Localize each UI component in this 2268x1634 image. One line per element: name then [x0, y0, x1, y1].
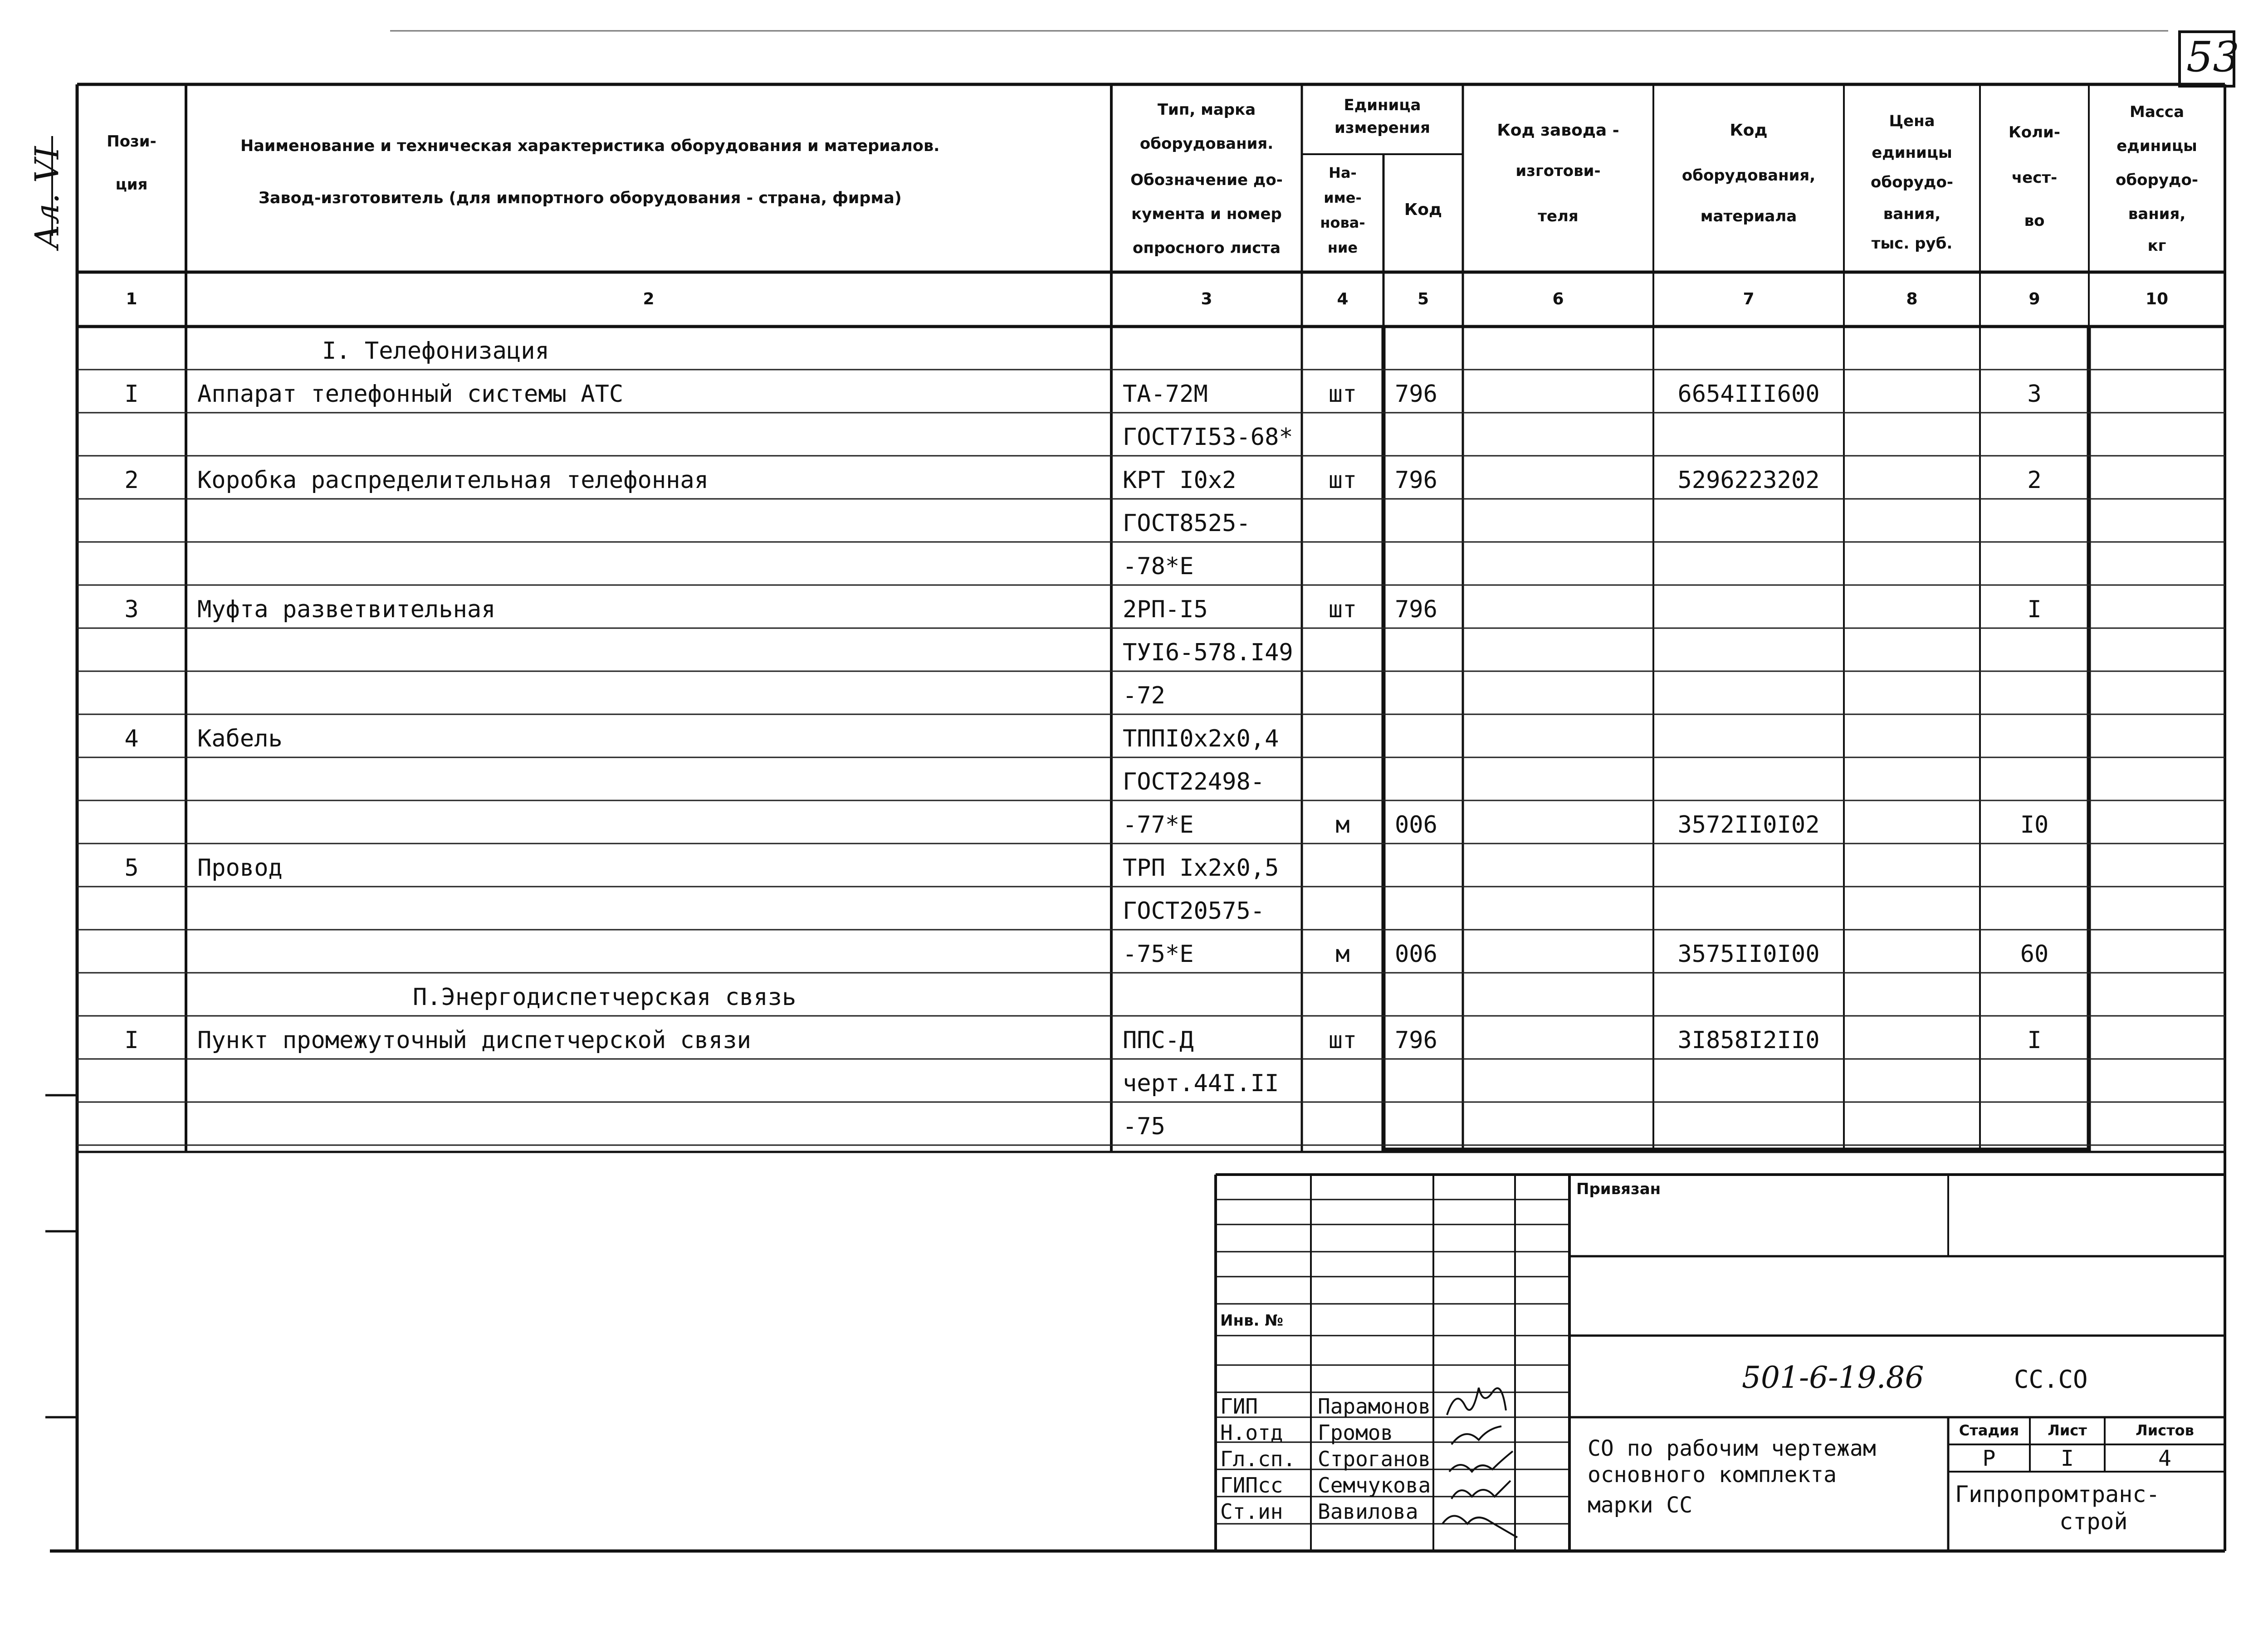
header-col3-line2: оборудования. — [1139, 135, 1274, 153]
signature-role: Н.отд — [1220, 1420, 1283, 1445]
cell-code: 796 — [1395, 467, 1437, 494]
header-col4-line4: ние — [1327, 239, 1358, 256]
header-col6-line2: изготови- — [1515, 162, 1601, 180]
cell-name: I. Телефонизация — [322, 337, 549, 365]
cell-type: ГОСТ8525- — [1123, 510, 1251, 537]
cell-mat: 3572II0I02 — [1677, 811, 1820, 839]
header-col9-line2: чест- — [2011, 169, 2058, 187]
cell-type: ТА-72М — [1123, 380, 1208, 408]
stage-value: Р — [1982, 1446, 1996, 1471]
cell-qty: I0 — [2020, 811, 2049, 839]
cell-type: 2РП-I5 — [1123, 596, 1208, 623]
cell-name: П.Энергодиспетчерская связь — [413, 984, 797, 1011]
header-col10-line4: вания, — [2128, 205, 2186, 223]
cell-qty: 60 — [2020, 941, 2049, 968]
cell-mat: 6654III600 — [1677, 380, 1820, 408]
document-code: 501-6-19.86 — [1742, 1360, 1924, 1395]
column-number: 9 — [2028, 290, 2040, 308]
cell-pos: 2 — [124, 467, 139, 494]
signature-role: Гл.сп. — [1220, 1447, 1296, 1471]
cell-type: ТРП Iх2х0,5 — [1123, 854, 1279, 882]
organization-line2: строй — [2059, 1508, 2128, 1535]
cell-mat: 3I858I2II0 — [1677, 1027, 1820, 1054]
signature-name: Вавилова — [1318, 1499, 1418, 1524]
header-col1-line1: Пози- — [107, 132, 156, 151]
column-number: 10 — [2145, 290, 2169, 308]
cell-code: 796 — [1395, 1027, 1437, 1054]
header-col3-line1: Тип, марка — [1157, 101, 1256, 119]
signature-name: Строганов — [1318, 1447, 1431, 1471]
cell-type: ГОСТ22498- — [1123, 768, 1265, 795]
header-col6-line3: теля — [1538, 207, 1579, 225]
column-number: 8 — [1906, 290, 1918, 308]
cell-qty: 2 — [2027, 467, 2042, 494]
description-line1: СО по рабочим чертежам — [1588, 1436, 1876, 1461]
cell-unit: шт — [1328, 596, 1357, 623]
header-col9-line1: Коли- — [2009, 123, 2060, 141]
cell-type: КРТ I0х2 — [1123, 467, 1237, 494]
cell-name: Муфта разветвительная — [197, 596, 496, 623]
header-col8-line1: Цена — [1889, 112, 1935, 130]
column-number: 6 — [1552, 290, 1564, 308]
cell-type: ППС-Д — [1123, 1027, 1194, 1054]
signature-role: ГИП — [1220, 1394, 1258, 1419]
cell-name: Аппарат телефонный системы АТС — [197, 380, 624, 408]
cell-qty: 3 — [2027, 380, 2042, 408]
sheet-value: I — [2061, 1446, 2074, 1471]
cell-type: черт.44I.II — [1123, 1070, 1279, 1097]
cell-qty: I — [2027, 596, 2042, 623]
cell-type: ТУI6-578.I49 — [1123, 639, 1293, 666]
cell-name: Провод — [197, 854, 283, 882]
cell-unit: шт — [1328, 380, 1357, 408]
cell-code: 006 — [1395, 811, 1437, 839]
cell-unit: шт — [1328, 1027, 1357, 1054]
inventory-number-label: Инв. № — [1220, 1312, 1284, 1330]
cell-pos: 5 — [124, 854, 139, 882]
cell-mat: 5296223202 — [1677, 467, 1820, 494]
header-col7-line1: Код — [1730, 121, 1768, 140]
cell-type: ГОСТ7I53-68* — [1123, 424, 1293, 451]
column-number: 7 — [1743, 290, 1755, 308]
cell-type: -75 — [1123, 1113, 1165, 1140]
header-col1-line2: ция — [115, 176, 148, 194]
cell-pos: 3 — [124, 596, 139, 623]
header-col8-line3: оборудо- — [1871, 173, 1953, 191]
header-col3-line5: опросного листа — [1132, 239, 1281, 257]
cell-unit: м — [1335, 811, 1350, 839]
stage-label: Стадия — [1959, 1422, 2019, 1439]
column-number: 2 — [643, 290, 655, 308]
cell-type: ТППI0х2х0,4 — [1123, 725, 1279, 752]
signature-name: Парамонов — [1318, 1394, 1431, 1419]
column-number: 4 — [1337, 290, 1349, 308]
sheets-value: 4 — [2158, 1446, 2171, 1471]
cell-mat: 3575II0I00 — [1677, 941, 1820, 968]
cell-code: 796 — [1395, 380, 1437, 408]
sheet-number: 53 — [2186, 33, 2240, 81]
header-col7-line2: оборудования, — [1681, 166, 1816, 185]
description-line3: марки СС — [1588, 1493, 1693, 1518]
cell-code: 796 — [1395, 596, 1437, 623]
privyazan-label: Привязан — [1576, 1180, 1661, 1198]
cell-qty: I — [2027, 1027, 2042, 1054]
cell-pos: I — [124, 1027, 139, 1054]
header-col9-line3: во — [2024, 212, 2045, 230]
cell-name: Пункт промежуточный диспетчерской связи — [197, 1027, 751, 1054]
header-col8-line2: единицы — [1872, 144, 1952, 162]
cell-pos: 4 — [124, 725, 139, 752]
cell-type: -75*Е — [1123, 941, 1194, 968]
signature-role: ГИПсс — [1220, 1473, 1283, 1497]
cell-type: ГОСТ20575- — [1123, 897, 1265, 925]
column-number: 3 — [1201, 290, 1212, 308]
cell-type: -72 — [1123, 682, 1165, 709]
header-col6-line1: Код завода - — [1497, 121, 1619, 140]
header-col4-line2: име- — [1324, 189, 1362, 206]
signature-role: Ст.ин — [1220, 1499, 1283, 1524]
header-col10-line2: единицы — [2116, 137, 2197, 155]
description-line2: основного комплекта — [1588, 1462, 1837, 1488]
sheets-label: Листов — [2136, 1422, 2194, 1439]
cell-type: -78*Е — [1123, 553, 1194, 580]
cell-name: Кабель — [197, 725, 283, 752]
header-col2-line2: Завод-изготовитель (для импортного оборудования - страна, фирма) — [259, 189, 902, 207]
header-col8-line5: тыс. руб. — [1871, 234, 1953, 253]
column-number: 1 — [126, 290, 137, 308]
header-unit-line2: измерения — [1334, 119, 1430, 137]
column-number: 5 — [1417, 290, 1429, 308]
organization-line1: Гипропромтранс- — [1955, 1481, 2160, 1507]
header-col3-line3: Обозначение до- — [1130, 171, 1283, 189]
margin-note: Ал. VI — [28, 146, 66, 249]
header-col3-line4: кумента и номер — [1131, 205, 1282, 223]
cell-pos: I — [124, 380, 139, 408]
header-col5: Код — [1404, 200, 1442, 219]
signature-name: Семчукова — [1318, 1473, 1431, 1497]
cell-code: 006 — [1395, 941, 1437, 968]
header-col4-line1: На- — [1329, 164, 1357, 181]
sheet-label: Лист — [2048, 1422, 2087, 1439]
header-col10-line1: Масса — [2129, 103, 2185, 121]
cell-type: -77*Е — [1123, 811, 1194, 839]
cell-name: Коробка распределительная телефонная — [197, 467, 709, 494]
header-col7-line3: материала — [1700, 207, 1797, 225]
header-col10-line5: кг — [2147, 237, 2166, 255]
signature-name: Громов — [1318, 1420, 1393, 1445]
cell-unit: м — [1335, 941, 1350, 968]
header-unit-line1: Единица — [1344, 96, 1421, 114]
header-col2-line1: Наименование и техническая характеристика оборудования и материалов. — [240, 137, 940, 155]
header-col10-line3: оборудо- — [2116, 171, 2198, 189]
cell-unit: шт — [1328, 467, 1357, 494]
header-col4-line3: нова- — [1320, 214, 1365, 231]
document-mark: СС.СО — [2014, 1365, 2088, 1394]
header-col8-line4: вания, — [1883, 205, 1941, 223]
